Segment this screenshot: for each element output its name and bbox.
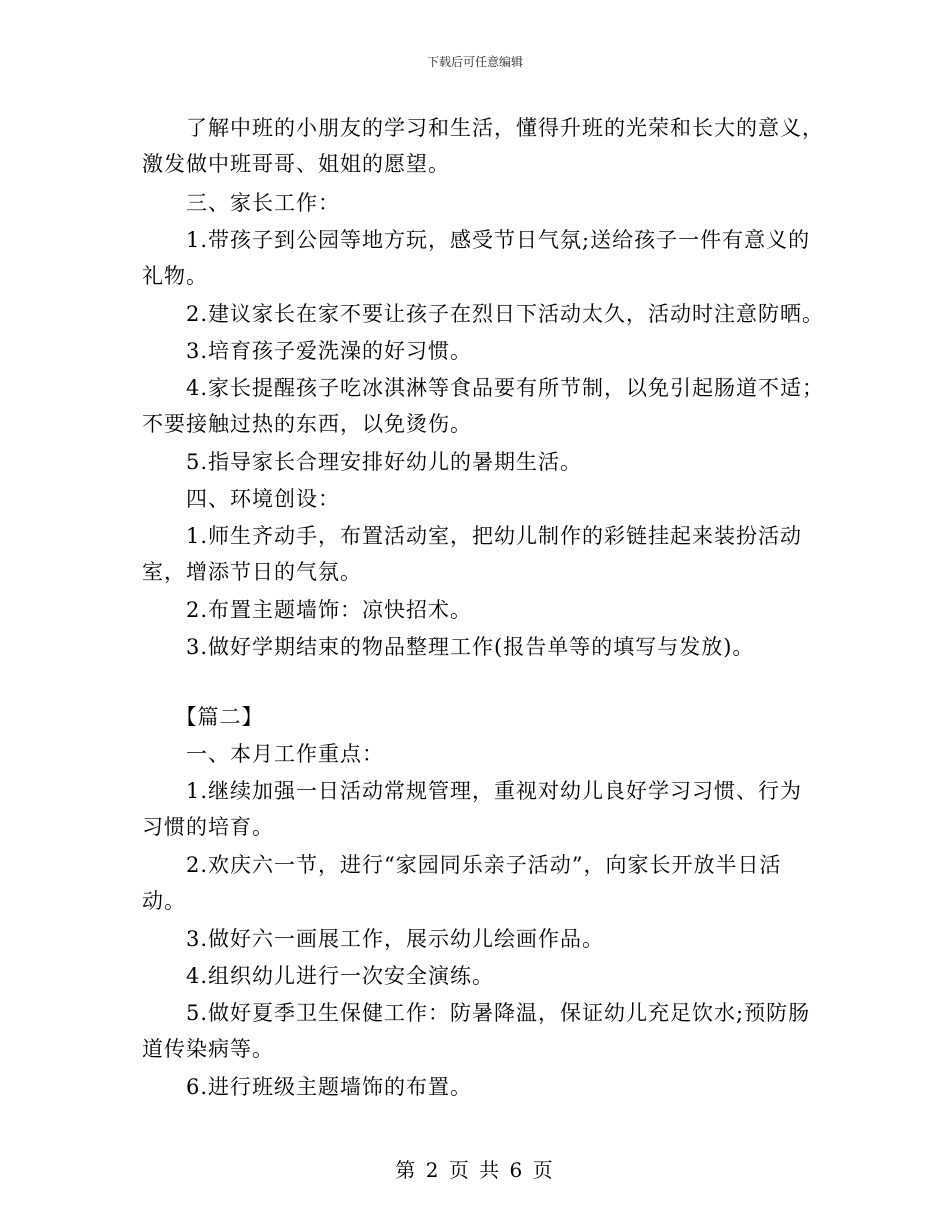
text-line: 2.欢庆六一节，进行“家园同乐亲子活动”，向家长开放半日活 — [142, 853, 782, 877]
text-line: 2.建议家长在家不要让孩子在烈日下活动太久，活动时注意防晒。 — [142, 302, 825, 326]
page-footer: 第 2 页 共 6 页 — [395, 1158, 555, 1182]
text-line: 道传染病等。 — [142, 1037, 274, 1061]
page-header: 下载后可任意编辑 — [426, 55, 523, 69]
text-line: 6.进行班级主题墙饰的布置。 — [142, 1075, 473, 1099]
section-title: 【篇二】 — [142, 705, 264, 729]
section-heading: 四、环境创设： — [142, 487, 340, 511]
text-line: 激发做中班哥哥、姐姐的愿望。 — [142, 152, 450, 176]
text-line: 习惯的培育。 — [142, 815, 274, 839]
text-line: 2.布置主题墙饰：凉快招术。 — [142, 598, 473, 622]
text-line: 3.做好学期结束的物品整理工作(报告单等的填写与发放)。 — [142, 635, 755, 659]
text-line: 1.继续加强一日活动常规管理，重视对幼儿良好学习习惯、行为 — [142, 779, 803, 803]
text-line: 5.指导家长合理安排好幼儿的暑期生活。 — [142, 450, 583, 474]
text-line: 不要接触过热的东西，以免烫伤。 — [142, 412, 472, 436]
text-line: 礼物。 — [142, 264, 208, 288]
section-heading: 三、家长工作： — [142, 191, 340, 215]
text-line: 室，增添节日的气氛。 — [142, 560, 362, 584]
text-line: 1.师生齐动手，布置活动室，把幼儿制作的彩链挂起来装扮活动 — [142, 524, 803, 548]
text-line: 4.家长提醒孩子吃冰淇淋等食品要有所节制，以免引起肠道不适； — [142, 376, 825, 400]
text-line: 动。 — [142, 889, 186, 913]
text-line: 4.组织幼儿进行一次安全演练。 — [142, 964, 495, 988]
text-line: 了解中班的小朋友的学习和生活，懂得升班的光荣和长大的意义， — [142, 116, 824, 140]
text-line: 5.做好夏季卫生保健工作：防暑降温，保证幼儿充足饮水;预防肠 — [142, 1001, 811, 1025]
text-line: 3.做好六一画展工作，展示幼儿绘画作品。 — [142, 927, 605, 951]
section-heading: 一、本月工作重点： — [142, 742, 384, 766]
text-line: 1.带孩子到公园等地方玩，感受节日气氛;送给孩子一件有意义的 — [142, 228, 811, 252]
text-line: 3.培育孩子爱洗澡的好习惯。 — [142, 339, 473, 363]
